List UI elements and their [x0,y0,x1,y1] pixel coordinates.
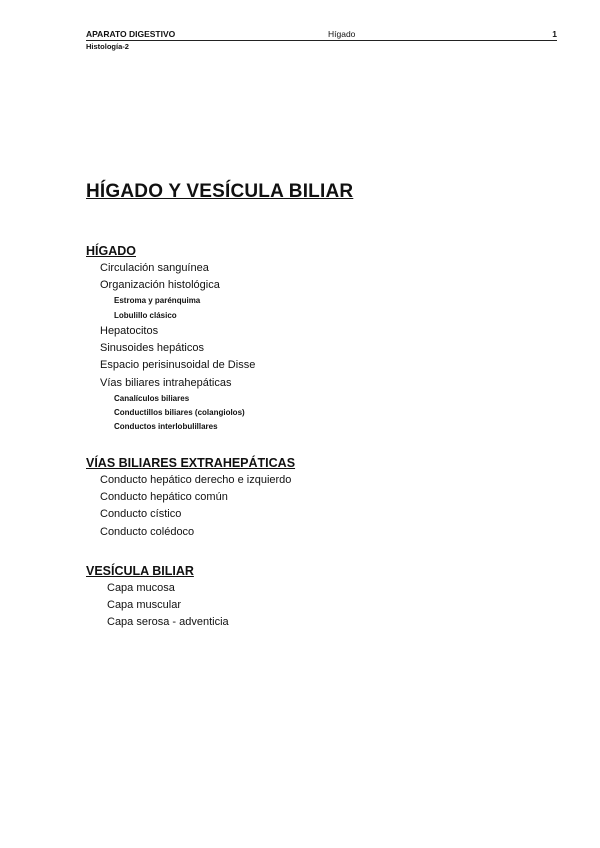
list-item: Sinusoides hepáticos [100,342,204,355]
list-item: Capa serosa - adventicia [107,616,229,629]
section-heading: VÍAS BILIARES EXTRAHEPÁTICAS [86,456,296,470]
list-subitem: Canalículos biliares [114,393,190,403]
list-item: Capa mucosa [107,582,175,594]
list-item: Conducto colédoco [100,525,195,538]
list-item: Capa muscular [107,599,181,612]
list-item: Vías biliares intrahepáticas [100,376,232,389]
section-higado [86,242,556,435]
section-heading: VESÍCULA BILIAR [86,564,194,578]
list-item: Conducto cístico [100,508,182,521]
section-vias-extrahepaticas [86,454,556,541]
list-item: Hepatocitos [100,324,159,337]
section-vesicula [86,562,556,632]
list-item: Conducto hepático derecho e izquierdo [100,474,292,486]
list-subitem: Estroma y parénquima [114,296,201,306]
header-course: APARATO DIGESTIVO [86,29,176,39]
section-heading: HÍGADO [86,244,136,258]
page-header [86,29,557,41]
header-topic: Hígado [328,29,356,39]
document-title: HÍGADO Y VESÍCULA BILIAR [86,181,354,202]
list-subitem: Conductillos biliares (colangiolos) [114,408,245,418]
list-item: Organización histológica [100,279,220,292]
list-item: Conducto hepático común [100,491,228,504]
page-number: 1 [552,29,557,39]
header-subtitle: Histología-2 [86,42,129,51]
list-item: Circulación sanguínea [100,262,209,274]
list-item: Espacio perisinusoidal de Disse [100,359,256,372]
list-subitem: Lobulillo clásico [114,310,177,320]
list-subitem: Conductos interlobulillares [114,422,218,432]
